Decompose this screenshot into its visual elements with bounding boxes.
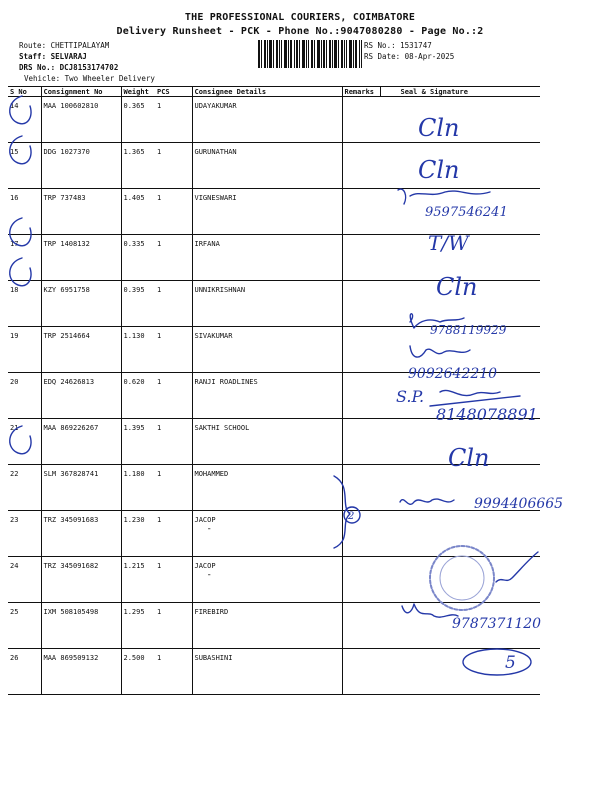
row-pcs: 1 bbox=[155, 465, 192, 511]
row-consignee: UNNIKRISHNAN bbox=[192, 281, 342, 327]
table-row bbox=[8, 649, 540, 695]
row-pcs: 1 bbox=[155, 649, 192, 695]
row-consignee: MOHAMMED bbox=[192, 465, 342, 511]
row-consignment: TRZ 345091683 bbox=[41, 511, 121, 557]
hw-phone-21: 8148078891 bbox=[436, 405, 538, 424]
row-weight: 1.295 bbox=[121, 603, 155, 649]
row-signature bbox=[380, 327, 540, 373]
table-row bbox=[8, 235, 540, 281]
row-sno: 19 bbox=[8, 327, 41, 373]
row-signature bbox=[380, 189, 540, 235]
row-weight: 0.620 bbox=[121, 373, 155, 419]
row-consignee: IRFANA bbox=[192, 235, 342, 281]
row-remarks bbox=[342, 373, 380, 419]
row-consignment: TRP 737483 bbox=[41, 189, 121, 235]
row-sno: 25 bbox=[8, 603, 41, 649]
row-weight: 1.405 bbox=[121, 189, 155, 235]
row-remarks bbox=[342, 557, 380, 603]
row-sno: 14 bbox=[8, 97, 41, 143]
hw-phone-20: 9092642210 bbox=[408, 366, 498, 382]
row-sno: 16 bbox=[8, 189, 41, 235]
col-consignee: Consignee Details bbox=[192, 87, 342, 97]
hw-cln-22: Cln bbox=[448, 444, 490, 472]
row-sno: 21 bbox=[8, 419, 41, 465]
hw-sp-name-21: S.P. bbox=[396, 387, 425, 406]
col-consignment: Consignment No bbox=[41, 87, 121, 97]
row-signature bbox=[380, 603, 540, 649]
row-remarks bbox=[342, 649, 380, 695]
table-row bbox=[8, 511, 540, 557]
row-remarks bbox=[342, 419, 380, 465]
table-row bbox=[8, 557, 540, 603]
row-consignment: SLM 367828741 bbox=[41, 465, 121, 511]
row-consignee: SAKTHI SCHOOL bbox=[192, 419, 342, 465]
col-sno: S No bbox=[8, 87, 41, 97]
row-signature bbox=[380, 419, 540, 465]
row-signature bbox=[380, 649, 540, 695]
row-signature bbox=[380, 97, 540, 143]
row-remarks bbox=[342, 143, 380, 189]
table-row bbox=[8, 189, 540, 235]
row-remarks bbox=[342, 327, 380, 373]
row-weight: 1.395 bbox=[121, 419, 155, 465]
row-sno: 18 bbox=[8, 281, 41, 327]
row-remarks bbox=[342, 235, 380, 281]
row-consignment: MAA 100602810 bbox=[41, 97, 121, 143]
table-row bbox=[8, 373, 540, 419]
row-consignment: MAA 869226267 bbox=[41, 419, 121, 465]
row-remarks bbox=[342, 97, 380, 143]
hw-tw-17: T/W bbox=[428, 231, 469, 255]
hw-count-5: 5 bbox=[505, 653, 516, 673]
staff-text: Staff: SELVARAJ bbox=[19, 52, 87, 61]
table-row bbox=[8, 465, 540, 511]
row-signature bbox=[380, 373, 540, 419]
hw-phone-16: 9597546241 bbox=[425, 205, 508, 220]
row-consignment: EDQ 24626813 bbox=[41, 373, 121, 419]
vehicle-text: Vehicle: Two Wheeler Delivery bbox=[24, 74, 155, 83]
table-row bbox=[8, 143, 540, 189]
row-remarks bbox=[342, 281, 380, 327]
row-pcs: 1 bbox=[155, 373, 192, 419]
row-weight: 1.215 bbox=[121, 557, 155, 603]
consignee-name: JACOP bbox=[194, 516, 216, 524]
row-sno: 24 bbox=[8, 557, 41, 603]
row-pcs: 1 bbox=[155, 327, 192, 373]
row-pcs: 1 bbox=[155, 511, 192, 557]
table-header-row bbox=[8, 87, 540, 97]
row-pcs: 1 bbox=[155, 603, 192, 649]
row-pcs: 1 bbox=[155, 235, 192, 281]
row-remarks bbox=[342, 189, 380, 235]
row-pcs: 1 bbox=[155, 143, 192, 189]
hw-cln-15: Cln bbox=[418, 156, 460, 184]
row-weight: 0.365 bbox=[121, 97, 155, 143]
row-consignment: KZY 6951758 bbox=[41, 281, 121, 327]
hw-circled-2: 2 bbox=[348, 511, 355, 522]
row-consignee: FIREBIRD bbox=[192, 603, 342, 649]
table-row bbox=[8, 327, 540, 373]
row-consignee: RANJI ROADLINES bbox=[192, 373, 342, 419]
pen-mark: - bbox=[206, 524, 212, 534]
row-pcs: 1 bbox=[155, 557, 192, 603]
hw-phone-26: 9787371120 bbox=[452, 616, 542, 632]
row-consignee: VIGNESWARI bbox=[192, 189, 342, 235]
runsheet-table bbox=[8, 86, 540, 695]
row-signature bbox=[380, 235, 540, 281]
row-signature bbox=[380, 557, 540, 603]
row-weight: 0.395 bbox=[121, 281, 155, 327]
row-sno: 22 bbox=[8, 465, 41, 511]
row-weight: 1.365 bbox=[121, 143, 155, 189]
row-signature bbox=[380, 143, 540, 189]
runsheet-subtitle: Delivery Runsheet - PCK - Phone No.:9047080280 - Page No.:2 bbox=[116, 26, 484, 37]
row-signature bbox=[380, 281, 540, 327]
col-remarks: Remarks bbox=[342, 87, 380, 97]
company-title: THE PROFESSIONAL COURIERS, COIMBATORE bbox=[184, 12, 416, 23]
row-consignee bbox=[192, 557, 342, 603]
row-consignee: UDAYAKUMAR bbox=[192, 97, 342, 143]
row-sno: 26 bbox=[8, 649, 41, 695]
table-row bbox=[8, 97, 540, 143]
row-consignment: MAA 869509132 bbox=[41, 649, 121, 695]
row-sno: 23 bbox=[8, 511, 41, 557]
row-consignee: SIVAKUMAR bbox=[192, 327, 342, 373]
row-consignment: TRZ 345091682 bbox=[41, 557, 121, 603]
hw-cln-14: Cln bbox=[418, 114, 460, 142]
row-remarks bbox=[342, 603, 380, 649]
table-row bbox=[8, 281, 540, 327]
row-sno: 17 bbox=[8, 235, 41, 281]
row-consignee bbox=[192, 511, 342, 557]
rs-date: RS Date: 08-Apr-2025 bbox=[364, 52, 455, 61]
row-consignee: SUBASHINI bbox=[192, 649, 342, 695]
hw-jacop-phone: 9994406665 bbox=[474, 496, 564, 512]
table-row bbox=[8, 419, 540, 465]
row-weight: 1.130 bbox=[121, 327, 155, 373]
col-weight: Weight bbox=[121, 87, 155, 97]
row-consignment: DDG 1027370 bbox=[41, 143, 121, 189]
row-remarks bbox=[342, 511, 380, 557]
row-consignee: GURUNATHAN bbox=[192, 143, 342, 189]
row-pcs: 1 bbox=[155, 97, 192, 143]
row-consignment: IXM 508105498 bbox=[41, 603, 121, 649]
row-weight: 2.500 bbox=[121, 649, 155, 695]
row-pcs: 1 bbox=[155, 189, 192, 235]
hw-cln-18: Cln bbox=[436, 273, 478, 301]
barcode-image bbox=[258, 40, 362, 68]
col-pcs: PCS bbox=[155, 87, 192, 97]
drs-number: DRS No.: DCJ8153174702 bbox=[19, 63, 119, 72]
row-sno: 15 bbox=[8, 143, 41, 189]
pen-mark: - bbox=[206, 570, 212, 580]
route-text: Route: CHETTIPALAYAM bbox=[19, 41, 110, 50]
row-weight: 1.180 bbox=[121, 465, 155, 511]
row-pcs: 1 bbox=[155, 281, 192, 327]
row-weight: 1.230 bbox=[121, 511, 155, 557]
row-sno: 20 bbox=[8, 373, 41, 419]
row-pcs: 1 bbox=[155, 419, 192, 465]
col-seal-signature: Seal & Signature bbox=[380, 87, 540, 97]
table-row bbox=[8, 603, 540, 649]
consignee-name: JACOP bbox=[194, 562, 216, 570]
row-consignment: TRP 2514664 bbox=[41, 327, 121, 373]
row-consignment: TRP 1408132 bbox=[41, 235, 121, 281]
row-remarks bbox=[342, 465, 380, 511]
row-signature bbox=[380, 465, 540, 511]
rs-number: RS No.: 1531747 bbox=[364, 41, 432, 50]
row-signature bbox=[380, 511, 540, 557]
row-weight: 0.335 bbox=[121, 235, 155, 281]
hw-phone-19: 9788119929 bbox=[430, 323, 507, 337]
